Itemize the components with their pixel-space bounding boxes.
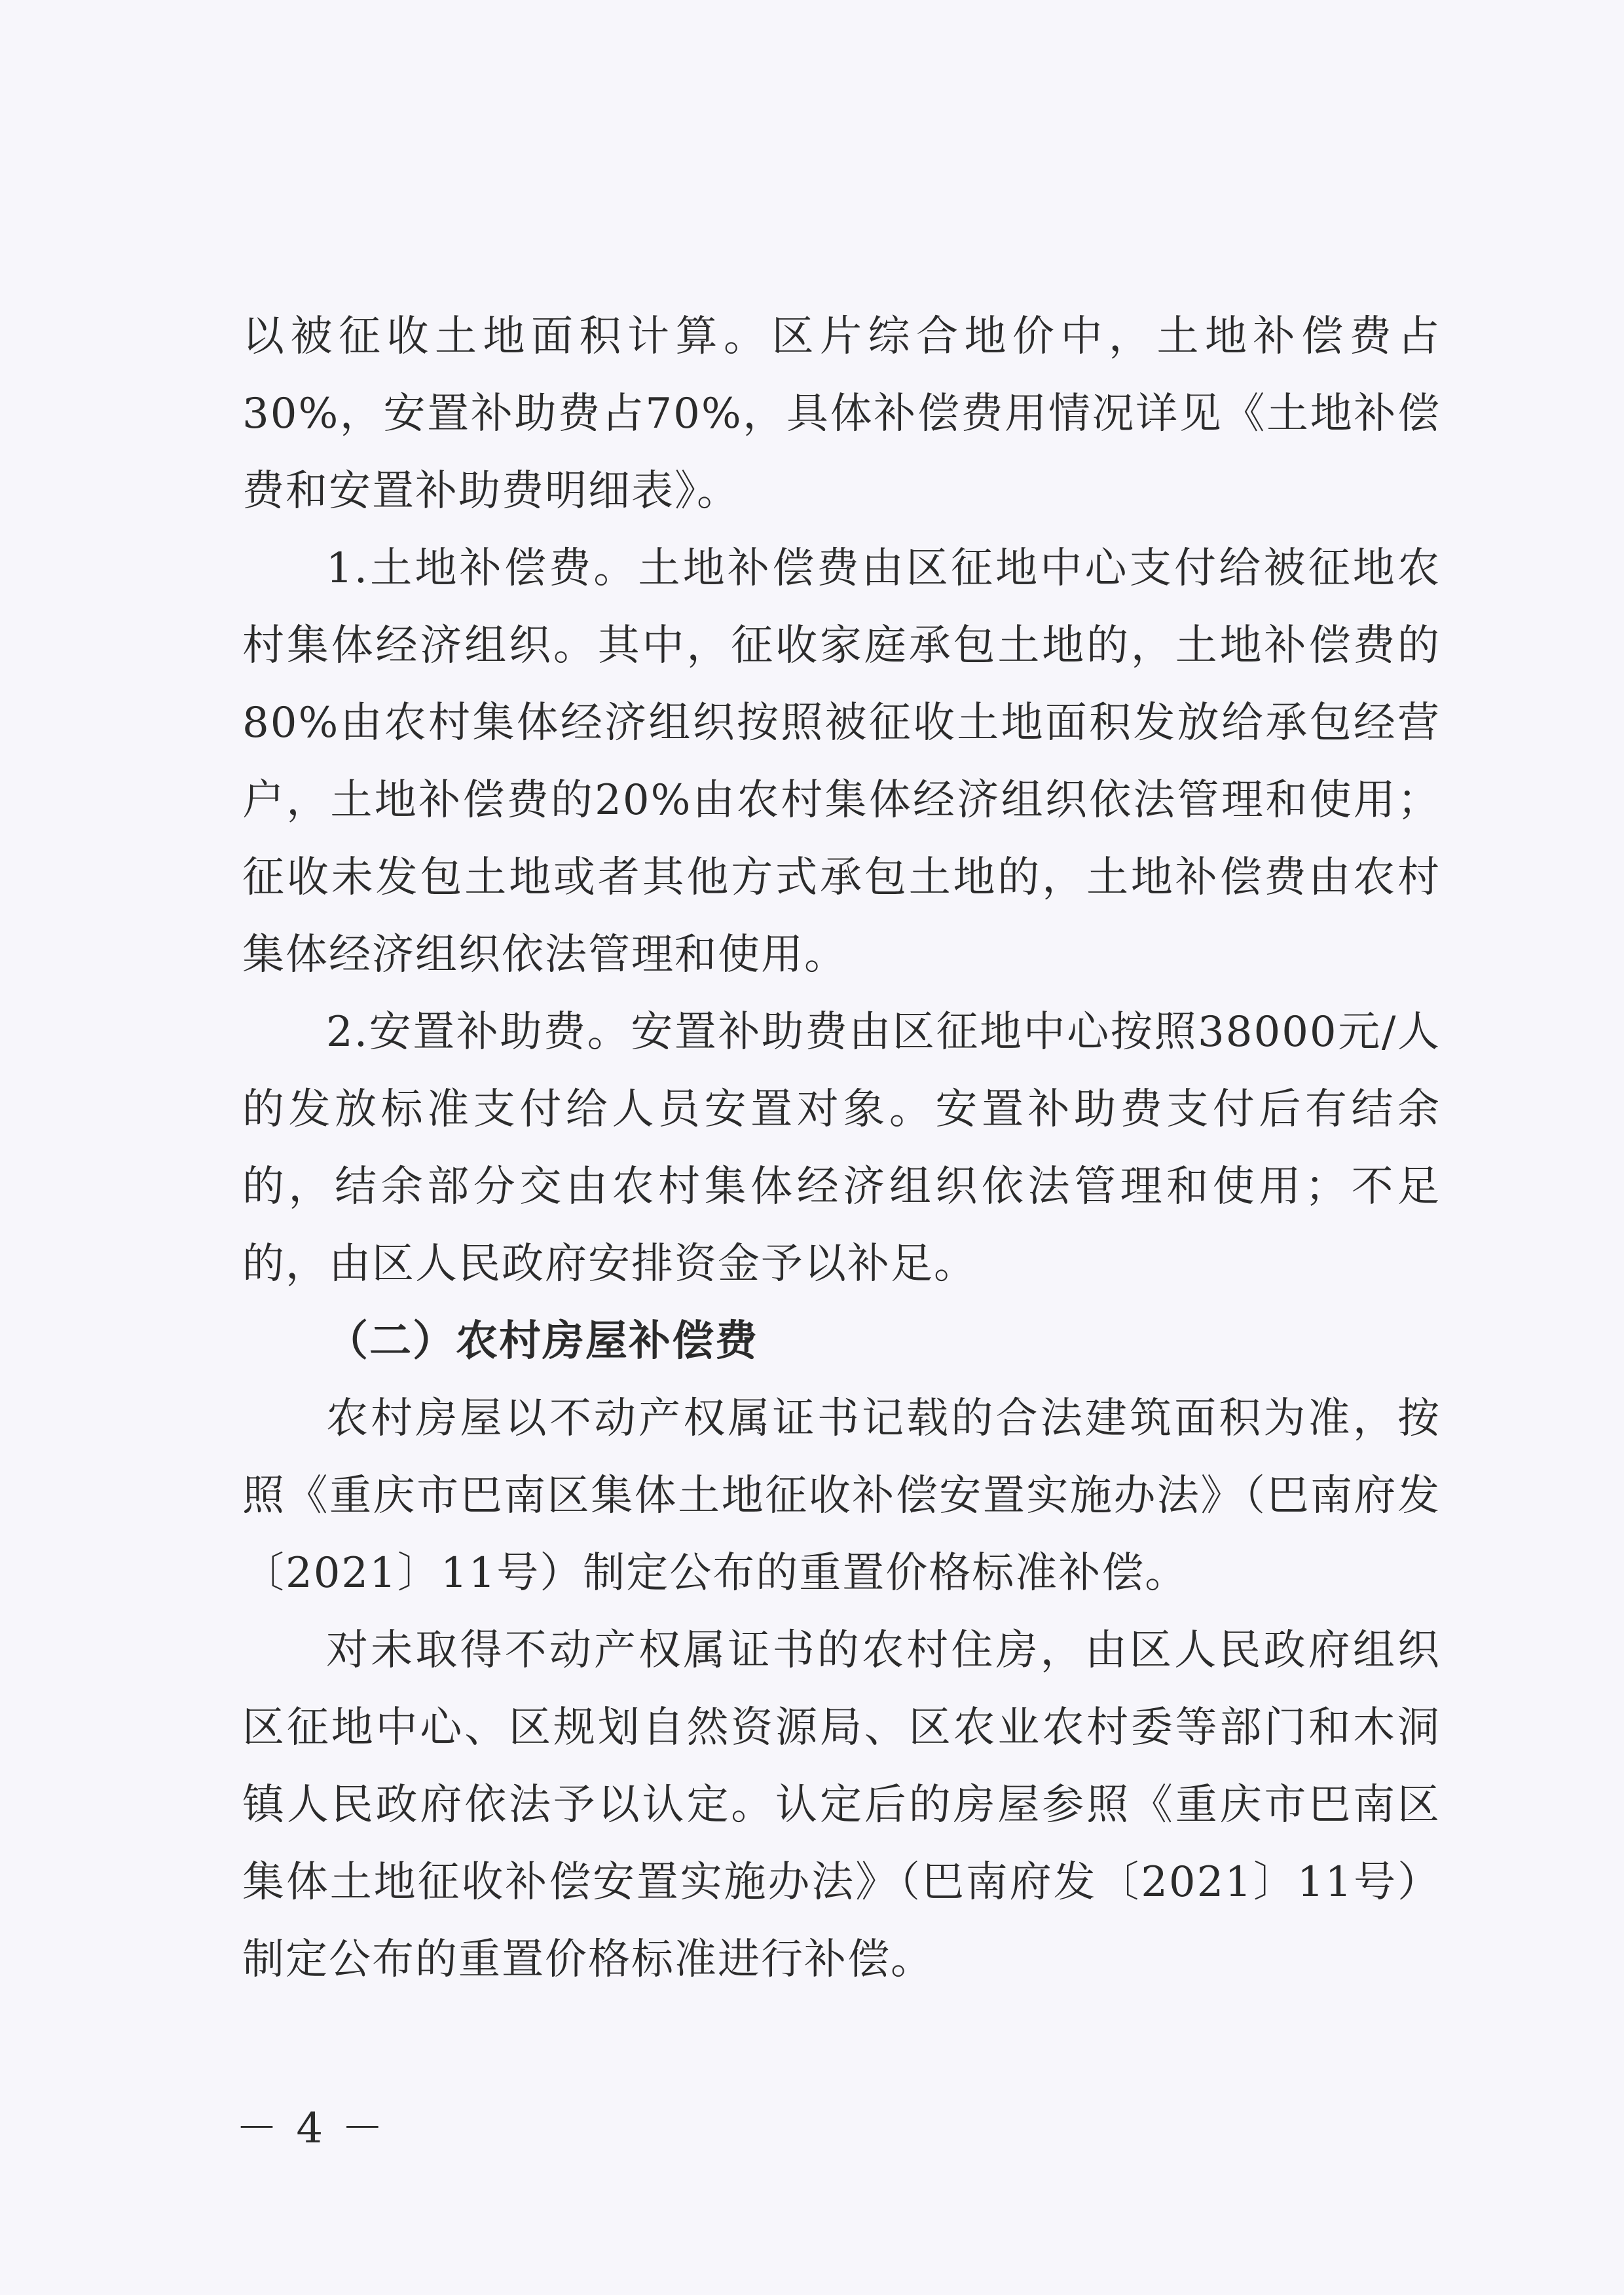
paragraph-house-standard: 农村房屋以不动产权属证书记载的合法建筑面积为准，按照《重庆市巴南区集体土地征收补偿安置实施办法》（巴南府发〔2021〕11号）制定公布的重置价格标准补偿。 bbox=[242, 1394, 1441, 1597]
paragraph-resettlement-subsidy: 2.安置补助费。安置补助费由区征地中心按照38000元/人的发放标准支付给人员安置对象。安置补助费支付后有结余的，结余部分交由农村集体经济组织依法管理和使用；不足的，由区人民政府安排资金予以补足。 bbox=[242, 1008, 1441, 1288]
paragraph-uncertified-houses: 对未取得不动产权属证书的农村住房，由区人民政府组织区征地中心、区规划自然资源局、区农业农村委等部门和木洞镇人民政府依法予以认定。认定后的房屋参照《重庆市巴南区集体土地征收补偿安置实施办法》（巴南府发〔2021〕11号）制定公布的重置价格标准进行补偿。 bbox=[242, 1626, 1441, 1984]
paragraph-continuation: 以被征收土地面积计算。区片综合地价中，土地补偿费占30%，安置补助费占70%，具体补偿费用情况详见《土地补偿费和安置补助费明细表》。 bbox=[242, 312, 1441, 515]
body-text bbox=[242, 298, 1441, 1998]
section-heading-house-compensation: （二）农村房屋补偿费 bbox=[326, 1316, 758, 1366]
page-number: － 4 － bbox=[236, 2104, 386, 2153]
paragraph-land-compensation: 1.土地补偿费。土地补偿费由区征地中心支付给被征地农村集体经济组织。其中，征收家庭承包土地的，土地补偿费的80%由农村集体经济组织按照被征收土地面积发放给承包经营户，土地补偿费的20%由农村集体经济组织依法管理和使用；征收未发包土地或者其他方式承包土地的，土地补偿费由农村集体经济组织依法管理和使用。 bbox=[242, 544, 1441, 979]
